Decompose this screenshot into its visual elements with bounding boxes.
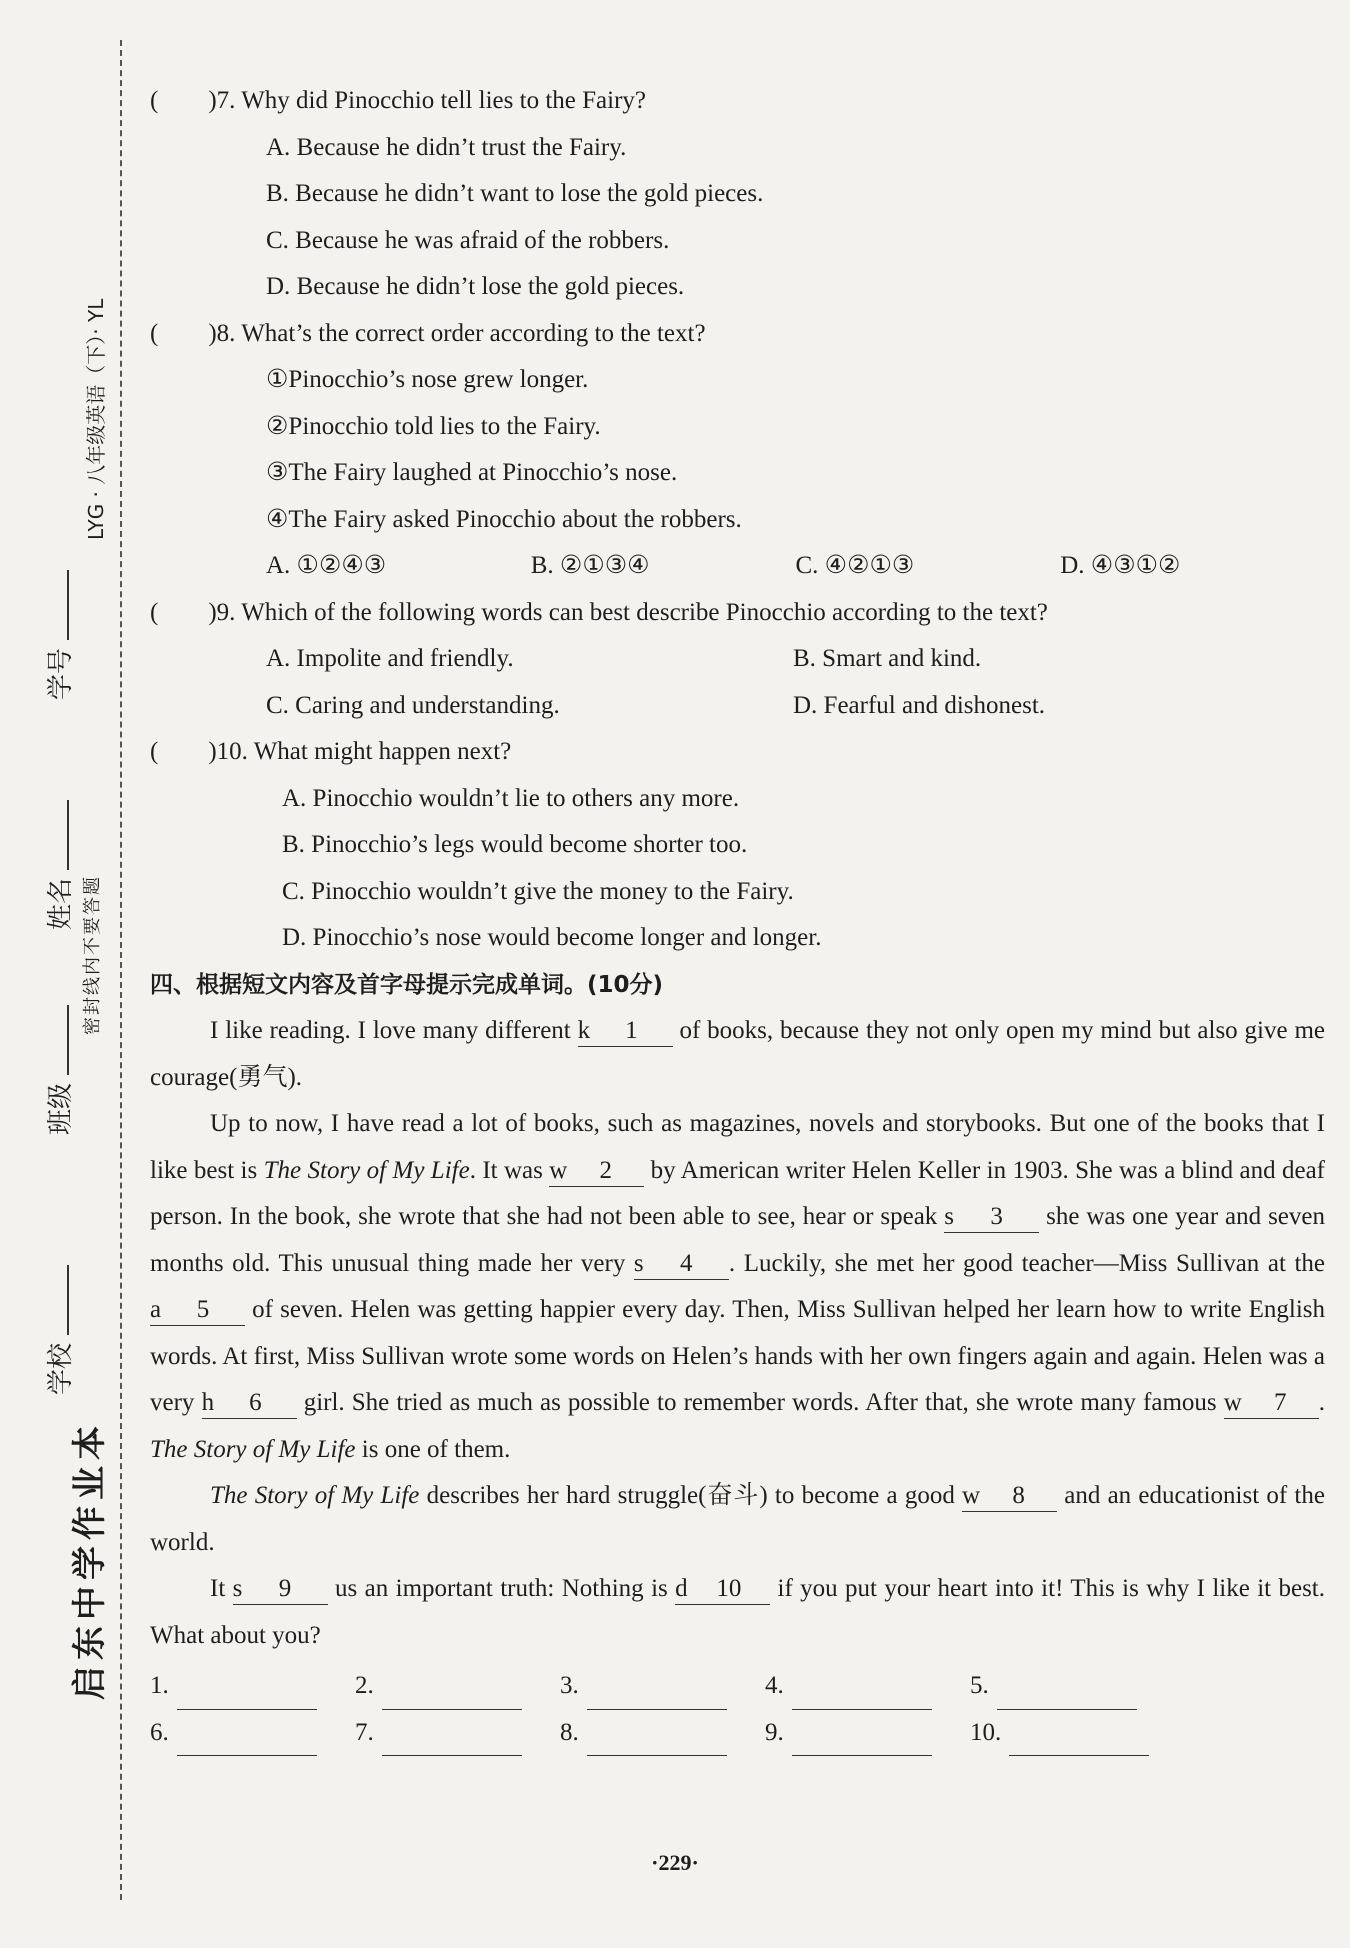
question-8 [150,311,1325,590]
answer-slot[interactable]: 8. [560,1710,765,1757]
answer-slot[interactable]: 1. [150,1663,355,1710]
answer-slot[interactable]: 9. [765,1710,970,1757]
blank-10[interactable]: d 10 [675,1574,770,1605]
blank-1[interactable]: k 1 [578,1016,673,1047]
option-row [150,683,1325,730]
option: B. Pinocchio’s legs would become shorter too. [282,831,748,858]
passage-paragraph-4: It s 9 us an important truth: Nothing is d 10 if you put your heart into it! This is why I like it best. What about you? [150,1575,1325,1649]
blank-4[interactable]: s 4 [634,1249,729,1280]
option: B. Because he didn’t want to lose the gold pieces. [266,180,764,207]
class-field: 班级 [40,1005,77,1135]
question-7 [150,78,1325,311]
blank-2[interactable]: w 2 [549,1156,644,1187]
option: B. Smart and kind. [793,645,982,672]
answer-slot[interactable]: 3. [560,1663,765,1710]
blank-3[interactable]: s 3 [944,1202,1039,1233]
seal-dashed-line [120,40,122,1900]
option: A. Pinocchio wouldn’t lie to others any more. [282,784,740,812]
blank-9[interactable]: s 9 [233,1574,328,1605]
option: C. Pinocchio wouldn’t give the money to the Fairy. [282,877,794,905]
option: C. Because he was afraid of the robbers. [266,226,670,254]
answer-lines [150,1663,1325,1756]
passage-paragraph-2: Up to now, I have read a lot of books, such as magazines, novels and storybooks. But one of the books that I like best is The Story of My Life. It was w 2 by American writer Helen Keller in 1903. She was a blind and deaf person. In the book, she wrote that she had not been able to see, hear or speak s 3 she was one year and seven months old. This unusual thing made her very s 4 . Luckily, she met her good teacher—Miss Sullivan at the a 5 of seven. Helen was getting happier every day. Then, Miss Sullivan helped her learn how to write English words. At first, Miss Sullivan wrote some words on Helen’s hands with her own fingers again and again. Helen was a very h 6 girl. She tried as much as possible to remember words. After that, she wrote many famous w 7 . The Story of My Life is one of them. [150,1110,1326,1463]
binding-margin [0,0,125,1948]
order-item: ④The Fairy asked Pinocchio about the robbers. [266,505,742,533]
passage-paragraph-3: The Story of My Life describes her hard struggle(奋斗) to become a good w 8 and an educationist of the world. [150,1482,1325,1556]
answer-slot[interactable]: 5. [970,1663,1175,1710]
option: B. ②①③④ [530,552,650,579]
blank-5[interactable]: a 5 [150,1295,245,1326]
option: D. ④③①② [1060,552,1181,579]
page-content [150,78,1325,1756]
answer-slot[interactable]: 10. [970,1710,1175,1757]
option: A. Because he didn’t trust the Fairy. [266,133,627,161]
blank-7[interactable]: w 7 [1224,1388,1319,1419]
option: C. ④②①③ [795,552,915,579]
book-name: 启东中学作业本 [70,1420,110,1700]
blank-8[interactable]: w 8 [962,1481,1057,1512]
section-title: 四、根据短文内容及首字母提示完成单词。(10分) [150,971,664,998]
question-9 [150,590,1325,730]
question-stem: ( )9. Which of the following words can best describe Pinocchio according to the text? [150,598,1048,626]
question-stem: ( )10. What might happen next? [150,738,512,765]
student-id-field: 学号 [40,570,77,700]
name-field: 姓名 [40,800,77,930]
question-stem: ( )8. What’s the correct order according to the text? [150,319,706,347]
seal-warning: 密封线内不要答题 [82,875,103,1035]
option-row [150,636,1325,683]
answer-slot[interactable]: 4. [765,1663,970,1710]
option: A. ①②④③ [266,552,387,579]
option: D. Pinocchio’s nose would become longer and longer. [282,924,822,951]
school-field: 学校 [40,1265,77,1395]
question-stem: ( )7. Why did Pinocchio tell lies to the Fairy? [150,87,646,114]
blank-6[interactable]: h 6 [202,1388,297,1419]
option-row [150,543,1325,590]
answer-slot[interactable]: 7. [355,1710,560,1757]
order-item: ③The Fairy laughed at Pinocchio’s nose. [266,459,678,486]
series-label: LYG · 八年级英语（下）· YL [84,298,108,540]
question-10 [150,729,1325,962]
answer-slot[interactable]: 6. [150,1710,355,1757]
order-item: ②Pinocchio told lies to the Fairy. [266,412,601,440]
order-item: ①Pinocchio’s nose grew longer. [266,366,589,393]
option: C. Caring and understanding. [266,691,560,719]
page-number: ·229· [651,1850,699,1875]
passage-paragraph-1: I like reading. I love many different k 1 of books, because they not only open my mind but also give me courage(勇气). [150,1017,1325,1091]
answer-slot[interactable]: 2. [355,1663,560,1710]
option: A. Impolite and friendly. [266,645,514,672]
option: D. Fearful and dishonest. [793,691,1046,719]
option: D. Because he didn’t lose the gold pieces. [266,273,685,300]
